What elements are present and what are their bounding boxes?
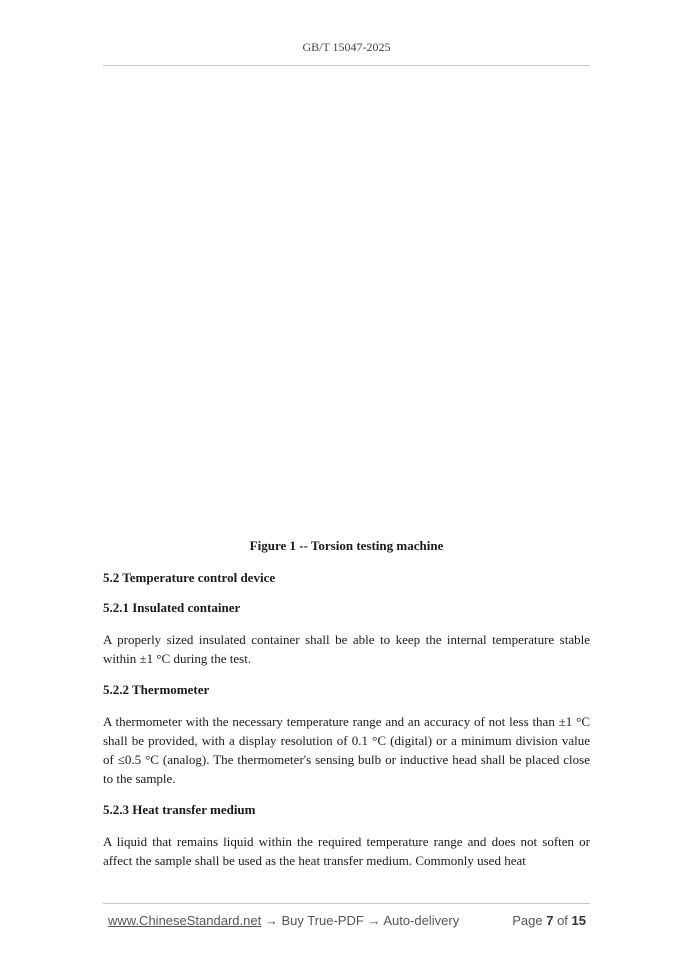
- page-of: of: [557, 913, 568, 928]
- paragraph-insulated-container: A properly sized insulated container shall be able to keep the internal temperature stable within ±1 °C during the test.: [103, 632, 590, 666]
- page-current: 7: [546, 913, 554, 928]
- page-total: 15: [571, 913, 586, 928]
- arrow-right-icon: →: [264, 913, 278, 928]
- footer-divider: [103, 903, 590, 904]
- arrow-right-icon: →: [367, 913, 381, 928]
- page-label: Page: [512, 913, 543, 928]
- page-header: GB/T 15047-2025: [302, 40, 391, 54]
- section-heading-5-2-1: 5.2.1 Insulated container: [103, 600, 241, 615]
- header-divider: [103, 65, 590, 66]
- section-heading-5-2: 5.2 Temperature control device: [103, 570, 276, 585]
- figure-caption: Figure 1 -- Torsion testing machine: [249, 538, 444, 553]
- page-number: [512, 913, 586, 928]
- paragraph-heat-transfer-medium: A liquid that remains liquid within the required temperature range and does not soften or affect the sample shall be used as the heat transfer medium. Commonly used heat: [103, 834, 590, 868]
- section-heading-5-2-3: 5.2.3 Heat transfer medium: [103, 802, 256, 817]
- chinesestandard-link[interactable]: www.ChineseStandard.net: [108, 913, 262, 928]
- paragraph-thermometer: A thermometer with the necessary temperature range and an accuracy of not less than ±1 °C shall be provided, with a display resolution of 0.1 °C (digital) or a minimum division value of ≤0.5 °C (analog). The thermometer's sensing bulb or inductive head shall be placed close to the sample.: [103, 714, 590, 786]
- figure-placeholder: [103, 80, 590, 530]
- footer-links: [108, 913, 459, 928]
- buy-true-pdf-text: Buy True-PDF: [281, 913, 364, 928]
- document-body: [103, 570, 590, 884]
- section-heading-5-2-2: 5.2.2 Thermometer: [103, 682, 210, 697]
- auto-delivery-text: Auto-delivery: [383, 913, 460, 928]
